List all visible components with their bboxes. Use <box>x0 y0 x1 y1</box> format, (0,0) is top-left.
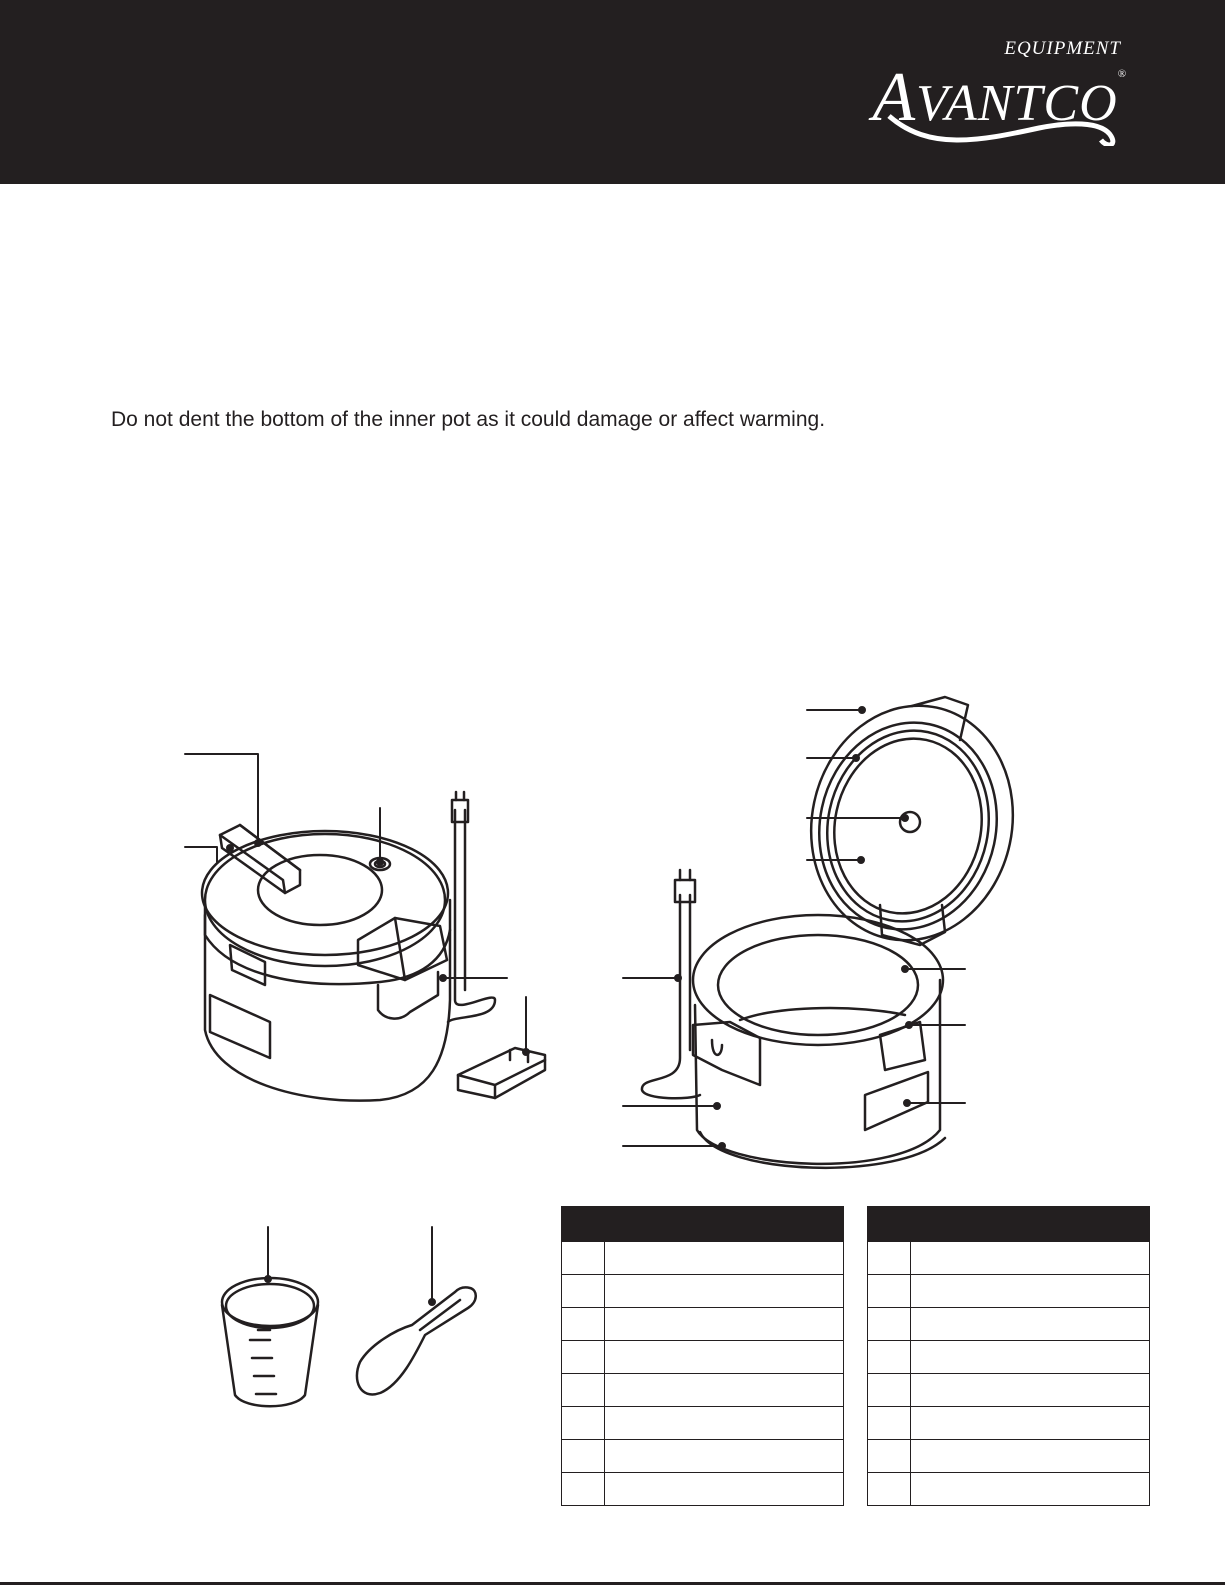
table-row <box>868 1308 1150 1341</box>
table-row <box>562 1440 844 1473</box>
part-number <box>562 1341 605 1374</box>
part-number <box>868 1308 911 1341</box>
table-row <box>868 1275 1150 1308</box>
part-number <box>868 1407 911 1440</box>
part-name <box>911 1374 1150 1407</box>
table-row <box>562 1407 844 1440</box>
logo-brand-text: AVANTCO® <box>872 59 1127 136</box>
parts-table-left <box>561 1206 844 1506</box>
part-number <box>868 1374 911 1407</box>
measuring-cup-callout <box>265 1227 271 1282</box>
caution-text: Do not dent the bottom of the inner pot as it could damage or affect warming. <box>111 408 826 431</box>
part-name <box>605 1473 844 1506</box>
closed-warmer-callouts <box>185 754 529 1055</box>
part-number <box>562 1440 605 1473</box>
part-name <box>605 1308 844 1341</box>
part-name <box>605 1374 844 1407</box>
part-name <box>605 1407 844 1440</box>
parts-table-header <box>562 1207 844 1242</box>
table-row <box>562 1374 844 1407</box>
part-number <box>562 1275 605 1308</box>
part-name <box>911 1341 1150 1374</box>
part-number <box>562 1407 605 1440</box>
closed-warmer-figure <box>202 792 545 1101</box>
part-number <box>868 1473 911 1506</box>
part-number <box>562 1374 605 1407</box>
part-name <box>605 1242 844 1275</box>
table-row <box>868 1374 1150 1407</box>
table-row <box>562 1242 844 1275</box>
part-name <box>605 1341 844 1374</box>
table-row <box>868 1407 1150 1440</box>
rice-paddle-figure <box>357 1287 476 1394</box>
part-name <box>911 1473 1150 1506</box>
part-number <box>868 1242 911 1275</box>
parts-table-right <box>867 1206 1150 1506</box>
part-number <box>562 1308 605 1341</box>
measuring-cup-figure <box>222 1278 318 1406</box>
part-name <box>605 1275 844 1308</box>
table-row <box>868 1440 1150 1473</box>
part-name <box>911 1308 1150 1341</box>
part-name <box>911 1440 1150 1473</box>
part-number <box>868 1275 911 1308</box>
part-name <box>911 1275 1150 1308</box>
table-row <box>562 1308 844 1341</box>
table-row <box>868 1242 1150 1275</box>
part-name <box>911 1407 1150 1440</box>
table-row <box>562 1341 844 1374</box>
part-name <box>605 1440 844 1473</box>
part-name <box>911 1242 1150 1275</box>
part-number <box>868 1341 911 1374</box>
logo-equipment-text: EQUIPMENT <box>1004 38 1121 59</box>
table-row <box>562 1473 844 1506</box>
part-number <box>868 1440 911 1473</box>
parts-table-header <box>868 1207 1150 1242</box>
table-row <box>562 1275 844 1308</box>
part-number <box>562 1473 605 1506</box>
rice-paddle-callout <box>429 1227 435 1305</box>
table-row <box>868 1341 1150 1374</box>
table-row <box>868 1473 1150 1506</box>
part-number <box>562 1242 605 1275</box>
